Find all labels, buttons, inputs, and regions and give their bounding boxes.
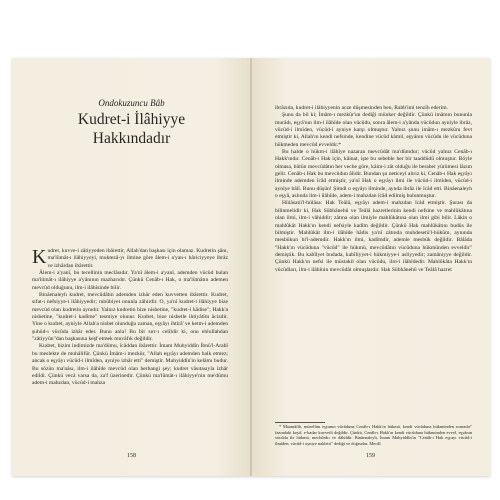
chapter-title — [12, 110, 251, 148]
left-body-text — [32, 248, 228, 388]
drop-cap: K — [32, 246, 47, 268]
book-gutter — [250, 58, 252, 476]
right-page — [251, 58, 490, 476]
left-page — [12, 58, 251, 476]
paragraph: Hülâsatü'l-hülâsa: Hak Teâlâ, eşyâyı adem-i mahzdan îcâd etmiştir. Şurası da bilinmelidir ki, Hak Sübhânehû ve Teâlâ hazretlerinin kendi nefsine ve mahlûkâtına olan ilmi, ilm-i vâhiddir; zâtına olan ilmiyle mahlûkâtına olan ilmi gibi bilir. Lâkin o mahlûkât Hakk'ın kendi nefsiyle kadîm değildir. Çünkü Hak mahlûkâtını budûs ile bilmiştir. Mahlûkât ilm-i ilâhîde hâdis ya'nî zâtında muhdesetü'l-hükûm, aynında mesbûkun bi'l-ademdir. Hakk'ın ilmi, kadîmdir, ademle mesbûk değildir. Bâlâda "Hakk'ın vücûduna "vücûd" ile hükmü, mevcûdâtın vücûduna hükmünden evveldir" demiştik. Bu kabîlyet budada, kabîliyyet-i hükmiyye-i asliyyedir; zamâniyye değildir. Çünkü Hakk'ın nefsi ile müstakil olan vücûdu, ilm-i ilâhîdedir. Mahlûkâta Hakk'ın vücûdları, ilm-i ilâhînin mevcûdât olmuşlardır. Hak Sübhânehû ve Teâlâ hazret — [275, 200, 472, 273]
chapter-title-line-1: Kudret-i İlâhiyye — [77, 111, 186, 128]
open-book — [12, 58, 490, 476]
right-body-text — [275, 105, 472, 274]
footnote — [275, 424, 472, 446]
paragraph: Âlem-i a'yanî, bu tecellinin meclâsıdır. Ya'nî âlem-i a'yanî, ademden vücûd bulan ma'lûmât-ı ilâhiyye a'yânının mazharıdır. Çünkü Cenâb-ı Hak, o ma'lûmâtın ademen mevcûd olduğunu, ilm-i ilâhîsinde bilir. — [32, 270, 228, 291]
paragraph: Binâenaleyh kudret, mevcûdâtın ademden izhâr eden kuvvetten ibârettir. Kudret, sıfat-ı nefsiyye-i ilâhiyyedir; rubûbiyet onunla zâhirdir. O, ya'nî kudret-i ilâhiyye bize mevcûd olan kudretin aynıdır. Yalnız kudretin bize nisbetine, "kudret-i hâdise"; Hakk'a nisbetine, "kudret-i kadîme" tesmiye olunur. Kudret, bize nisbetle ihtiyâtîm âcizdir. Yine o kudret, ayniyle Allah'a nisbet olunduğu zaman, eşyâyı ihtirâ' ve ketm-i ademden şuhûd-ı vücûda izhâr eder. Bunu anla! Bu bir sırr-ı celîldir ki, onu ehlullahdan "zâtiyyûn"dan başkasına keşf etmek muvâfık değildir. — [32, 292, 228, 343]
chapter-label: Ondokuzuncu Bâb — [98, 98, 165, 108]
paragraph: Kudret, bizim indimizde ma'dûmu, îcâddan ibârettir. İmam Muhyiddîn İbnü'l-Arabî bu meslekte de muhâlifür. Çünkü İmâm-ı mezkûr, "Allah eşyâyı ademden halk etmez; ancak o eşyâyı vücûd-i ilmîden, ayniye izhâr etti" demiştir. Muhyiddîn'in kelâmı budur. Bu sözün ma'nâsı, ilm-i ilâhîde mevcûd olan herhangi şey; kudret vâsıtasıyla izhâr edildi. Çünkü vecâ varsa da, za'f üzerinedir. Çünkü ma'lûmât-ı ilâhiyye'nin me'dûmu adem-i mahzdan, vücûd-i mahza — [32, 343, 228, 387]
paragraph: Şunu da bil ki; İmâm-ı mezkûr'un dediği münker değildir. Çünkü imâmın bununla murâdı, eşyâ'nın ilm-i ilâhîde olan vücûdu, sonra âlem-i a'yânda vücûdun ayniyle ibrâz, vücûd-i ilmîden, vücûd-i ayniye karşı olmuştur. Yalnız şunu imâm-ı mezkûru fevt etmiştir ki, Allah'ın kendi nefsinde, kendine vücûd kâmil, eşyânın vücûdu ile vücûduna hükmeden mevcûd evveldir.* — [275, 112, 472, 148]
paragraph: ibrâzıda, kudret-i ilâhiyyenin acze düşmesinden ben, Rabb'imi tenzîh ederim. — [275, 105, 448, 111]
page-number-left: 158 — [127, 453, 136, 459]
footnote-rule — [275, 422, 325, 423]
footnote-text: * Maamâfih, müsellim eşyanın vücûduna Cenâb-ı Hakk'ın hükmü, kendi vücûduna hükmünden sonradır" fazındaki keşif, e-kadar kuvvetli değildir. Çünkü, Cenâb-ı Hakk'ın kendi vücûduna hükmünden evvel, eşyânın vücûdu ile hükmü, mecbûrdıı ve dâhildir. Binâenaleyh, İmam Muhyiddîn'in "Cenâb-ı Hak eşyayı vücûd-i ilmîden, vücûd-i ayniye nakletti" dediği ve doğrudur. Mecdî — [275, 424, 472, 446]
paragraph: Kudret, kuvve-i zâtiyyeden ibârettir, Allah'dan başkası için olamaz. Kudretin şânı, ma'lümât-ı ilâhiyyeyi, muktezâ-yı ilmine göre âlem-i a'yan-ı hâriciyyeye ibrâz ve izhârdan ibârettir. — [32, 246, 228, 269]
chapter-title-line-2: Hakkındadır — [92, 130, 171, 147]
page-number-right: 159 — [366, 453, 375, 459]
paragraph: Bu halde o hükm-i ilâhîye nazaran mevcûdât ma'dûmdur; vücûd yalnız Cenâb-ı Hakk'ındır. Cenâb-ı Hak için, kâinat, işte bu sebeble her bir taaddüdü olmuştur. Böyle olmasa, bütün mevcûdâtın her veche göre, kâim-i zât olduğu ile beraber yürümesi lâzım gelir. Cenâb-ı Hak bu mevcûdun âlidir. Bundan şu neticeyi alırız ki, Cenâb-ı Hak eşyâyı ilminde ademden îcâd etmiştir, ya'nî Hak o eşyâyı ilmi ile vücûd-i ilmîden, vücûd-i aynîye bâlî. Bunu düşün! Şimdi o eşyâyı ilminde, aynda ibrâz ile îcâd etti. Binâenaleyh o eşyâ, aslında ilm-i ilâhîde, adem-i mahzdan îcâd edilmiş bulunmuştur. — [275, 149, 472, 200]
